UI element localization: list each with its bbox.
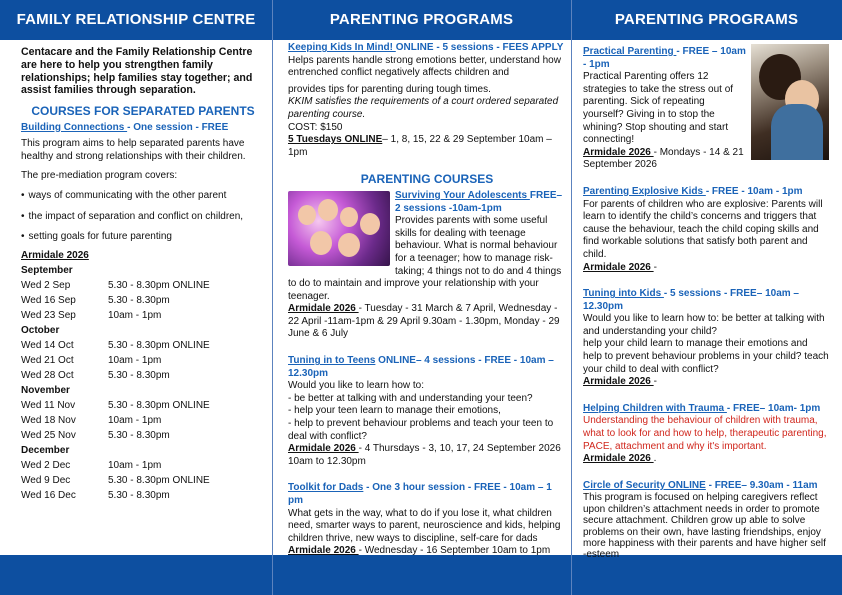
program-meta: - FREE– 10am- 1pm (726, 402, 821, 414)
schedule-date: Wed 21 Oct (21, 354, 74, 366)
program-description: What gets in the way, what to do if you lose it, what children need, smarter ways to parent, neuroscience and kids, helping children thrive, new ways to discipline, self-care for dads (288, 507, 561, 544)
program-schedule (288, 134, 566, 159)
program-heading (583, 403, 829, 416)
program-title: Circle of Security ONLINE (583, 479, 706, 491)
program-title: Parenting Explosive Kids (583, 185, 706, 197)
schedule-date: Wed 9 Dec (21, 474, 71, 486)
footer-bar (0, 555, 842, 595)
bullet-item: • ways of communicating with the other parent (21, 190, 265, 203)
program-meta: - 5 sessions - FREE– 10am – 12.30pm (583, 288, 799, 312)
program-title: Building Connections (21, 121, 128, 133)
schedule-label: Armidale 2026 (583, 261, 654, 273)
program-heading (583, 186, 829, 199)
schedule-row (21, 458, 265, 473)
schedule-text: - Wednesday - 16 September 10am to 1pm (358, 545, 551, 557)
schedule-label: Armidale 2026 (583, 453, 654, 465)
schedule-label: Armidale 2026 (288, 303, 359, 315)
program-heading (583, 288, 829, 313)
program-cost: COST: $150 (288, 121, 343, 133)
program-description: Helps parents handle strong emotions better, understand how entrenched conflict negatively affects children and (288, 54, 561, 79)
program-description: This program aims to help separated parents have healthy and strong relationships with their children. (21, 138, 246, 162)
program-heading (21, 122, 265, 135)
schedule-text: - 4 Thursdays - 3, 10, 17, 24 September 2026 10am to 12.30pm (288, 443, 561, 467)
section-title-separated: COURSES FOR SEPARATED PARENTS (31, 104, 255, 119)
schedule-row (21, 428, 265, 443)
schedule-month: December (21, 444, 70, 456)
schedule-time: 10am - 1pm (108, 459, 162, 471)
schedule-row (21, 413, 265, 428)
schedule-row (21, 338, 265, 353)
list-item: - help your teen learn to manage their emotions, (288, 405, 501, 417)
schedule-time: 5.30 - 8.30pm (108, 294, 170, 306)
schedule-date: Wed 25 Nov (21, 429, 76, 441)
schedule-row (21, 368, 265, 383)
program-meta: ONLINE - 5 sessions - FEES APPLY (395, 42, 564, 53)
schedule-date: Wed 16 Sep (21, 294, 76, 306)
list-item: - help to prevent behaviour problems and teach your teen to deal with conflict? (288, 418, 554, 442)
column-2 (288, 42, 566, 558)
program-heading (288, 42, 566, 55)
schedule-row (21, 308, 265, 323)
program-title: Helping Children with Trauma (583, 402, 727, 414)
schedule-row (21, 398, 265, 413)
schedule-time: 5.30 - 8.30pm (108, 489, 170, 501)
schedule-time: 5.30 - 8.30pm ONLINE (108, 339, 210, 351)
program-description: Practical Parenting offers 12 strategies to take the stress out of parenting. Sick of repeating yourself? Giving in to stop the whining? Stop shouting and start connecting! (583, 71, 734, 146)
program-meta: - One session - FREE (127, 121, 229, 133)
parent-hugging-child-photo (751, 44, 829, 160)
program-heading (288, 482, 566, 507)
program-description: For parents of children who are explosive: Parents will learn to identify the child’s concerns and triggers that cause the behaviour, teach the child coping skills and find workable solutions that satisfy both parent and child. (583, 198, 823, 260)
section-title-parenting: PARENTING COURSES (360, 172, 494, 187)
program-description: This program is focused on helping caregivers reflect upon children’s attachment needs in order to promote secure attachment. Children grow up able to solve problems on their own, have lasting friendships, enjoy more happiness with their parents and have higher self -esteem (583, 492, 826, 561)
schedule-row (21, 278, 265, 293)
program-schedule (288, 545, 566, 558)
schedule-row (21, 353, 265, 368)
program-schedule (583, 453, 829, 466)
schedule-text: - Tuesday - 31 March & 7 April, Wednesday - 22 April -11am-1pm & 29 April 9.30am - 1.30pm, Monday - 29 June & 6 July (288, 303, 560, 340)
schedule-label: Armidale 2026 (583, 376, 654, 388)
program-meta: - FREE – 10am - 1pm (583, 46, 746, 70)
program-title: Tuning into Kids (583, 288, 664, 300)
program-note: KKIM satisfies the requirements of a court ordered separated parenting course. (288, 96, 559, 120)
column-1-heading: FAMILY RELATIONSHIP CENTRE (16, 11, 256, 28)
schedule-date: Wed 28 Oct (21, 369, 74, 381)
schedule-date: Wed 18 Nov (21, 414, 76, 426)
program-title: Practical Parenting (583, 46, 677, 57)
schedule-row (21, 293, 265, 308)
list-item: - be better at talking with and understanding your teen? (288, 392, 533, 404)
column-divider (571, 0, 572, 595)
schedule-date: Wed 11 Nov (21, 399, 76, 411)
program-heading (583, 480, 829, 493)
schedule-text: - Mondays - 14 & 21 September 2026 (583, 146, 744, 171)
schedule-date: Wed 14 Oct (21, 339, 74, 351)
bullet-item: • setting goals for future parenting (21, 231, 265, 244)
program-schedule (288, 303, 566, 341)
schedule-location: Armidale 2026 (21, 249, 89, 261)
schedule-time: 10am - 1pm (108, 414, 162, 426)
program-description: help your child learn to manage their emotions and help to prevent behaviour problems in your child? teach your child to deal with conflict? (583, 338, 829, 375)
program-schedule (583, 376, 829, 389)
program-meta: - FREE– 9.30am - 11am (705, 479, 818, 491)
program-title: Keeping Kids In Mind! (288, 42, 396, 53)
covers-intro: The pre-mediation program covers: (21, 169, 178, 181)
schedule-label: 5 Tuesdays ONLINE (288, 134, 383, 146)
program-schedule (288, 443, 566, 468)
schedule-label: Armidale 2026 (288, 443, 359, 455)
program-schedule (583, 262, 829, 275)
schedule-month: September (21, 264, 73, 276)
schedule-text: . (653, 453, 657, 465)
schedule-time: 5.30 - 8.30pm (108, 429, 170, 441)
schedule-date: Wed 16 Dec (21, 489, 76, 501)
program-description: Would you like to learn how to: (288, 380, 425, 392)
schedule-time: 5.30 - 8.30pm (108, 369, 170, 381)
schedule-label: Armidale 2026 (288, 545, 359, 557)
program-meta: - One 3 hour session - FREE - 10am – 1 pm (288, 482, 552, 506)
column-2-heading: PARENTING PROGRAMS (329, 11, 514, 28)
schedule-row (21, 488, 265, 503)
schedule-text: - (653, 261, 657, 273)
intro-text: Centacare and the Family Relationship Centre are here to help you strengthen family relationships; help families stay together; and assist families through separation. (21, 46, 253, 97)
schedule-time: 10am - 1pm (108, 354, 162, 366)
program-description: Provides parents with some useful skills for dealing with teenage behaviour. What is normal behaviour for a teenager; how to manage risk-taking; 4 things not to do and 4 things to do to maintain and improve your relationship with your teenager. (288, 215, 562, 302)
schedule-month: November (21, 384, 70, 396)
schedule (21, 263, 265, 503)
teens-group-photo (288, 191, 390, 266)
program-meta: ONLINE– 4 sessions - FREE - 10am – 12.30pm (288, 355, 554, 379)
column-divider (272, 0, 273, 595)
schedule-text: - (653, 376, 657, 388)
schedule-month: October (21, 324, 60, 336)
program-description: Understanding the behaviour of children with trauma, what to look for and how to help, therapeutic parenting, PACE, attachment and why it's important. (583, 415, 827, 452)
adolescents-block (288, 190, 566, 341)
schedule-date: Wed 2 Dec (21, 459, 71, 471)
program-meta: FREE– 2 sessions -10am-1pm (395, 189, 563, 214)
schedule-time: 5.30 - 8.30pm ONLINE (108, 399, 210, 411)
program-title: Tuning in to Teens (288, 355, 376, 367)
bullet-item: • the impact of separation and conflict on children, (21, 211, 265, 224)
program-description: provides tips for parenting during tough times. (288, 83, 491, 95)
schedule-time: 10am - 1pm (108, 309, 162, 321)
column-3 (583, 42, 829, 561)
column-1 (21, 42, 265, 503)
program-title: Toolkit for Dads (288, 482, 364, 494)
program-meta: - FREE - 10am - 1pm (705, 185, 803, 197)
schedule-time: 5.30 - 8.30pm ONLINE (108, 279, 210, 291)
program-heading (288, 355, 566, 380)
schedule-row (21, 473, 265, 488)
schedule-label: Armidale 2026 (583, 146, 654, 158)
schedule-time: 5.30 - 8.30pm ONLINE (108, 474, 210, 486)
program-description: Would you like to learn how to: be better at talking with and understanding your child? (583, 313, 825, 337)
program-title: Surviving Your Adolescents (395, 189, 530, 201)
schedule-date: Wed 23 Sep (21, 309, 76, 321)
schedule-text: – 1, 8, 15, 22 & 29 September 10am –1pm (288, 134, 552, 158)
schedule-date: Wed 2 Sep (21, 279, 71, 291)
column-3-heading: PARENTING PROGRAMS (614, 11, 799, 28)
